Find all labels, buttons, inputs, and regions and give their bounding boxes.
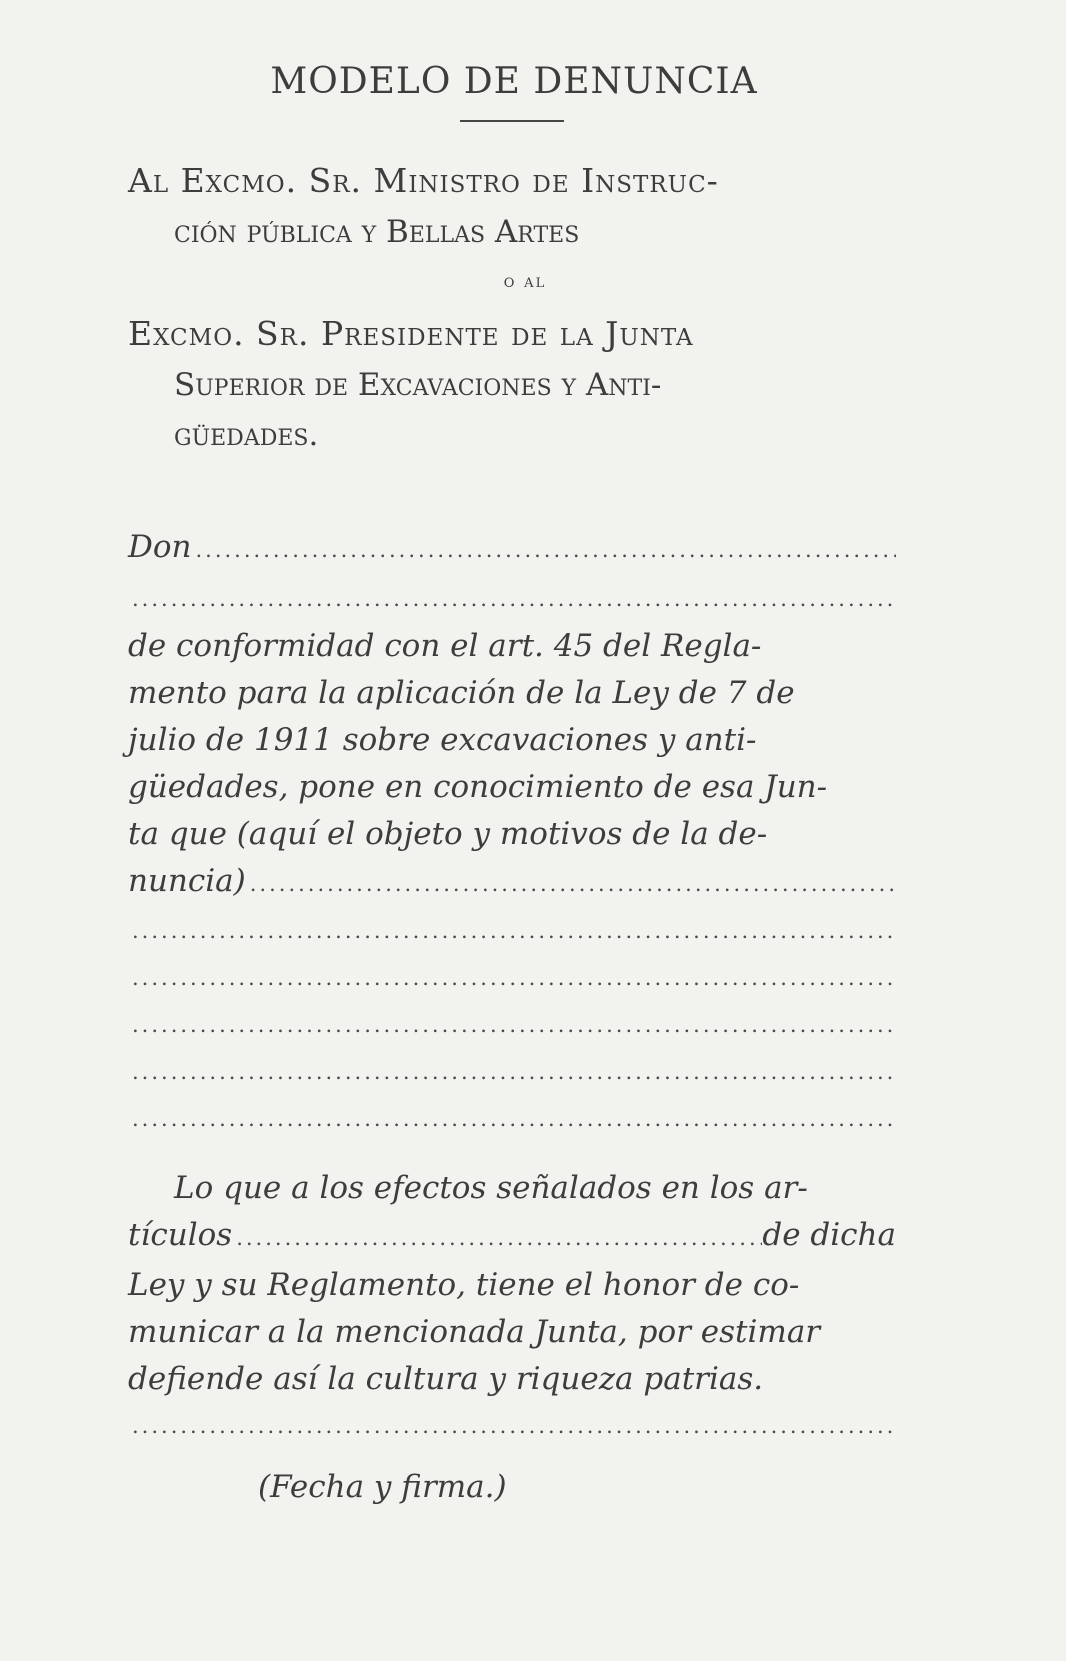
articles-line <box>128 1212 896 1262</box>
closing-paragraph <box>128 1165 896 1212</box>
blank-dots-1 <box>132 576 896 623</box>
complaint-line-3: julio de 1911 sobre excavaciones y anti- <box>128 722 757 758</box>
complaint-line-5: ta que (aquí el objeto y motivos de la de- <box>128 816 768 852</box>
denuncia-fill-dots <box>250 861 896 908</box>
denuncia-end-label: nuncia) <box>128 863 246 899</box>
articles-line-end: de dicha <box>762 1217 896 1253</box>
address-president-line-2: Superior de Excavaciones y Anti- <box>174 367 662 403</box>
complaint-body <box>128 524 896 1450</box>
page-title: MODELO DE DENUNCIA <box>270 61 758 102</box>
blank-line-5 <box>128 1049 896 1096</box>
blank-dots-3 <box>132 955 896 1002</box>
complaint-line-2: mento para la aplicación de la Ley de 7 de <box>128 675 795 711</box>
blank-line-6 <box>128 1096 896 1143</box>
closing-line-1: Lo que a los efectos señalados en los ar- <box>174 1170 808 1206</box>
address-president <box>128 309 896 460</box>
blank-line-2 <box>128 908 896 955</box>
paragraph-spacer <box>128 1143 896 1155</box>
address-minister <box>128 156 896 257</box>
date-signature-label: (Fecha y firma.) <box>258 1469 507 1505</box>
don-fill-dots <box>195 527 896 574</box>
complaint-paragraph <box>128 623 896 858</box>
closing-line-5: defiende así la cultura y riqueza patrias. <box>128 1361 764 1397</box>
complaint-line-4: güedades, pone en conocimiento de esa Jun- <box>128 769 828 805</box>
signature-fill-dots <box>132 1403 896 1450</box>
closing-line-3: Ley y su Reglamento, tiene el honor de co- <box>128 1267 800 1303</box>
closing-paragraph-rest <box>128 1262 896 1403</box>
don-line <box>128 524 896 574</box>
blank-line-4 <box>128 1002 896 1049</box>
don-label: Don <box>128 529 192 565</box>
articles-fill-dots <box>236 1215 762 1262</box>
signature-fill-line <box>128 1403 896 1450</box>
address-president-line-3: güedades. <box>174 417 319 453</box>
blank-line-3 <box>128 955 896 1002</box>
blank-dots-6 <box>132 1096 896 1143</box>
address-connector: o al <box>503 271 547 292</box>
title-divider <box>460 120 564 122</box>
blank-line-1 <box>128 576 896 623</box>
address-president-line-1: Excmo. Sr. Presidente de la Junta <box>128 314 694 353</box>
address-minister-line-1: Al Excmo. Sr. Ministro de Instruc- <box>128 161 719 200</box>
closing-line-4: municar a la mencionada Junta, por estimar <box>128 1314 821 1350</box>
blank-dots-5 <box>132 1049 896 1096</box>
address-minister-line-2: ción pública y Bellas Artes <box>174 214 580 250</box>
complaint-line-1: de conformidad con el art. 45 del Regla- <box>128 628 762 664</box>
articles-label: tículos <box>128 1217 233 1253</box>
blank-dots-2 <box>132 908 896 955</box>
blank-dots-4 <box>132 1002 896 1049</box>
denuncia-line <box>128 858 896 908</box>
